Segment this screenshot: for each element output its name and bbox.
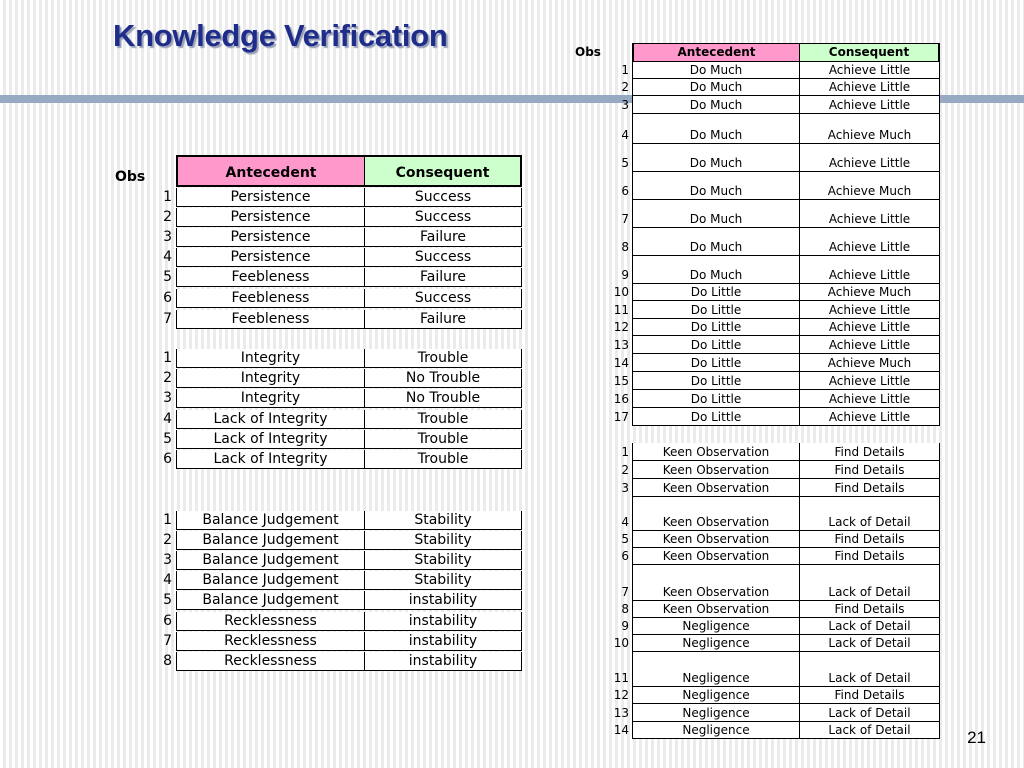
- table-row: [605, 548, 940, 565]
- table-row: [605, 497, 940, 531]
- antecedent-cell: Negligence: [632, 618, 800, 635]
- consequent-cell: Achieve Little: [800, 228, 940, 256]
- antecedent-cell: Keen Observation: [632, 548, 800, 565]
- table-row: [152, 248, 522, 267]
- table-row: [605, 531, 940, 548]
- antecedent-cell: Persistence: [176, 228, 365, 247]
- row-number: 2: [163, 532, 172, 548]
- row-number: 5: [163, 269, 172, 285]
- consequent-cell: Success: [365, 289, 522, 308]
- antecedent-cell: Balance Judgement: [176, 531, 365, 550]
- consequent-cell: Find Details: [800, 548, 940, 565]
- consequent-cell: instability: [365, 652, 522, 671]
- page-number: 21: [967, 728, 986, 747]
- slide-title: Knowledge Verification: [113, 18, 448, 53]
- antecedent-cell: Integrity: [176, 389, 365, 408]
- row-number: 11: [613, 671, 629, 685]
- consequent-cell: Trouble: [365, 450, 522, 469]
- row-number: 7: [621, 212, 629, 226]
- antecedent-cell: Do Much: [632, 96, 800, 114]
- consequent-cell: No Trouble: [365, 369, 522, 388]
- table-row: [152, 571, 522, 590]
- table-row: [152, 188, 522, 207]
- row-number: 3: [163, 390, 172, 406]
- table-row: [605, 301, 940, 319]
- antecedent-cell: Persistence: [176, 208, 365, 227]
- table-row: [152, 591, 522, 610]
- obs-label: Obs: [115, 169, 146, 185]
- table-row: [152, 531, 522, 550]
- row-number: 17: [613, 410, 629, 424]
- antecedent-cell: Keen Observation: [632, 461, 800, 479]
- consequent-cell: Stability: [365, 531, 522, 550]
- consequent-cell: Stability: [365, 511, 522, 530]
- table-row: [152, 289, 522, 308]
- row-number: 7: [163, 633, 172, 649]
- consequent-cell: Success: [365, 208, 522, 227]
- consequent-cell: Find Details: [800, 531, 940, 548]
- consequent-cell: Failure: [365, 268, 522, 287]
- row-number: 2: [621, 80, 629, 94]
- antecedent-cell: Do Little: [632, 390, 800, 408]
- row-number: 11: [613, 303, 629, 317]
- row-number: 8: [621, 602, 629, 616]
- antecedent-cell: Keen Observation: [632, 497, 800, 531]
- row-number: 3: [621, 98, 629, 112]
- antecedent-cell: Do Much: [632, 144, 800, 172]
- table-row: [605, 635, 940, 652]
- antecedent-cell: Lack of Integrity: [176, 450, 365, 469]
- antecedent-cell: Keen Observation: [632, 443, 800, 461]
- antecedent-cell: Negligence: [632, 704, 800, 722]
- antecedent-cell: Negligence: [632, 635, 800, 652]
- row-number: 14: [613, 723, 629, 737]
- table-row: [605, 200, 940, 228]
- antecedent-cell: Balance Judgement: [176, 591, 365, 610]
- consequent-cell: Achieve Little: [800, 336, 940, 354]
- antecedent-cell: Feebleness: [176, 268, 365, 287]
- consequent-cell: Lack of Detail: [800, 565, 940, 601]
- antecedent-cell: Feebleness: [176, 289, 365, 308]
- table-row: [605, 618, 940, 635]
- consequent-cell: Achieve Little: [800, 96, 940, 114]
- antecedent-cell: Do Little: [632, 284, 800, 301]
- row-number: 4: [621, 515, 629, 529]
- row-number: 13: [613, 706, 629, 720]
- row-number: 1: [163, 350, 172, 366]
- row-number: 2: [621, 463, 629, 477]
- antecedent-cell: Keen Observation: [632, 479, 800, 497]
- table-row: [605, 461, 940, 479]
- consequent-cell: Failure: [365, 310, 522, 329]
- table-row: [605, 96, 940, 114]
- table-row: [605, 652, 940, 687]
- table-row: [152, 410, 522, 429]
- row-number: 4: [163, 411, 172, 427]
- consequent-cell: Achieve Little: [800, 301, 940, 319]
- antecedent-header: Antecedent: [176, 155, 365, 187]
- antecedent-cell: Keen Observation: [632, 531, 800, 548]
- row-number: 1: [163, 189, 172, 205]
- consequent-cell: Find Details: [800, 687, 940, 704]
- row-number: 10: [613, 636, 629, 650]
- table-row: [605, 354, 940, 372]
- consequent-cell: Achieve Little: [800, 200, 940, 228]
- row-number: 9: [621, 268, 629, 282]
- row-number: 4: [163, 572, 172, 588]
- row-number: 6: [621, 184, 629, 198]
- consequent-cell: instability: [365, 591, 522, 610]
- antecedent-cell: Balance Judgement: [176, 551, 365, 570]
- row-number: 1: [621, 63, 629, 77]
- row-number: 6: [163, 451, 172, 467]
- row-number: 16: [613, 392, 629, 406]
- consequent-cell: Find Details: [800, 461, 940, 479]
- table-row: [152, 612, 522, 631]
- antecedent-cell: Recklessness: [176, 612, 365, 631]
- antecedent-cell: Persistence: [176, 188, 365, 207]
- table-row: [152, 632, 522, 651]
- antecedent-header: Antecedent: [632, 43, 800, 62]
- table-row: [152, 652, 522, 671]
- consequent-cell: Achieve Much: [800, 284, 940, 301]
- row-number: 2: [163, 209, 172, 225]
- consequent-cell: Lack of Detail: [800, 722, 940, 739]
- table-row: [152, 369, 522, 388]
- table-row: [605, 228, 940, 256]
- table-row: [152, 389, 522, 408]
- row-number: 1: [163, 512, 172, 528]
- consequent-cell: Achieve Much: [800, 114, 940, 144]
- table-row: [605, 601, 940, 618]
- consequent-cell: Stability: [365, 571, 522, 590]
- antecedent-cell: Recklessness: [176, 632, 365, 651]
- antecedent-cell: Do Little: [632, 301, 800, 319]
- consequent-cell: Trouble: [365, 430, 522, 449]
- row-number: 4: [621, 128, 629, 142]
- consequent-cell: Lack of Detail: [800, 497, 940, 531]
- consequent-cell: Stability: [365, 551, 522, 570]
- consequent-cell: Lack of Detail: [800, 704, 940, 722]
- antecedent-cell: Integrity: [176, 349, 365, 368]
- table-row: [152, 310, 522, 329]
- table-row: [605, 284, 940, 301]
- table-row: [605, 408, 940, 426]
- row-number: 5: [163, 431, 172, 447]
- consequent-cell: Trouble: [365, 410, 522, 429]
- consequent-cell: No Trouble: [365, 389, 522, 408]
- consequent-cell: Trouble: [365, 349, 522, 368]
- row-number: 6: [621, 549, 629, 563]
- antecedent-cell: Do Much: [632, 172, 800, 200]
- consequent-header: Consequent: [365, 155, 522, 187]
- row-number: 3: [163, 552, 172, 568]
- row-number: 12: [613, 688, 629, 702]
- antecedent-cell: Do Little: [632, 408, 800, 426]
- obs-label: Obs: [575, 45, 601, 59]
- consequent-cell: Achieve Much: [800, 354, 940, 372]
- antecedent-cell: Keen Observation: [632, 565, 800, 601]
- consequent-cell: Achieve Little: [800, 372, 940, 390]
- consequent-cell: Achieve Little: [800, 62, 940, 79]
- row-number: 3: [621, 481, 629, 495]
- consequent-cell: Lack of Detail: [800, 635, 940, 652]
- row-number: 4: [163, 249, 172, 265]
- row-number: 13: [613, 338, 629, 352]
- antecedent-cell: Do Little: [632, 354, 800, 372]
- row-number: 12: [613, 320, 629, 334]
- row-number: 5: [621, 156, 629, 170]
- table-row: [605, 79, 940, 96]
- consequent-cell: Achieve Little: [800, 79, 940, 96]
- row-number: 7: [621, 585, 629, 599]
- table-row: [605, 704, 940, 722]
- table-row: [605, 172, 940, 200]
- table-row: [605, 443, 940, 461]
- row-number: 3: [163, 229, 172, 245]
- antecedent-cell: Do Much: [632, 62, 800, 79]
- consequent-cell: Achieve Little: [800, 256, 940, 284]
- antecedent-cell: Do Little: [632, 319, 800, 336]
- row-number: 9: [621, 619, 629, 633]
- consequent-cell: Achieve Little: [800, 144, 940, 172]
- table-row: [605, 319, 940, 336]
- row-number: 5: [621, 532, 629, 546]
- row-number: 2: [163, 370, 172, 386]
- table-row: [605, 722, 940, 739]
- row-number: 1: [621, 445, 629, 459]
- table-row: [605, 479, 940, 497]
- table-row: [152, 349, 522, 368]
- consequent-cell: Success: [365, 188, 522, 207]
- antecedent-cell: Balance Judgement: [176, 571, 365, 590]
- row-number: 14: [613, 356, 629, 370]
- antecedent-cell: Lack of Integrity: [176, 430, 365, 449]
- row-number: 6: [163, 613, 172, 629]
- consequent-cell: instability: [365, 632, 522, 651]
- consequent-header: Consequent: [800, 43, 940, 62]
- consequent-cell: Find Details: [800, 601, 940, 618]
- table-row: [605, 114, 940, 144]
- consequent-cell: Achieve Little: [800, 319, 940, 336]
- consequent-cell: Achieve Little: [800, 390, 940, 408]
- antecedent-cell: Do Much: [632, 114, 800, 144]
- consequent-cell: Lack of Detail: [800, 652, 940, 687]
- row-number: 8: [621, 240, 629, 254]
- table-row: [152, 511, 522, 530]
- table-row: [605, 687, 940, 704]
- consequent-cell: Find Details: [800, 443, 940, 461]
- antecedent-cell: Balance Judgement: [176, 511, 365, 530]
- antecedent-cell: Integrity: [176, 369, 365, 388]
- table-row: [152, 551, 522, 570]
- antecedent-cell: Feebleness: [176, 310, 365, 329]
- antecedent-cell: Persistence: [176, 248, 365, 267]
- row-number: 6: [163, 290, 172, 306]
- row-number: 8: [163, 653, 172, 669]
- table-row: [152, 228, 522, 247]
- table-row: [605, 256, 940, 284]
- table-row: [605, 144, 940, 172]
- antecedent-cell: Do Little: [632, 336, 800, 354]
- consequent-cell: Achieve Much: [800, 172, 940, 200]
- row-number: 7: [163, 311, 172, 327]
- consequent-cell: Find Details: [800, 479, 940, 497]
- table-row: [605, 565, 940, 601]
- consequent-cell: Success: [365, 248, 522, 267]
- table-row: [605, 336, 940, 354]
- consequent-cell: Failure: [365, 228, 522, 247]
- antecedent-cell: Keen Observation: [632, 601, 800, 618]
- antecedent-cell: Negligence: [632, 722, 800, 739]
- row-number: 5: [163, 592, 172, 608]
- antecedent-cell: Lack of Integrity: [176, 410, 365, 429]
- antecedent-cell: Recklessness: [176, 652, 365, 671]
- table-row: [605, 390, 940, 408]
- row-number: 15: [613, 374, 629, 388]
- antecedent-cell: Negligence: [632, 652, 800, 687]
- antecedent-cell: Negligence: [632, 687, 800, 704]
- table-row: [605, 62, 940, 79]
- antecedent-cell: Do Much: [632, 256, 800, 284]
- table-row: [152, 208, 522, 227]
- consequent-cell: instability: [365, 612, 522, 631]
- antecedent-cell: Do Little: [632, 372, 800, 390]
- row-number: 10: [613, 285, 629, 299]
- antecedent-cell: Do Much: [632, 200, 800, 228]
- table-row: [152, 430, 522, 449]
- consequent-cell: Lack of Detail: [800, 618, 940, 635]
- antecedent-cell: Do Much: [632, 79, 800, 96]
- antecedent-cell: Do Much: [632, 228, 800, 256]
- consequent-cell: Achieve Little: [800, 408, 940, 426]
- table-row: [605, 372, 940, 390]
- table-row: [152, 450, 522, 469]
- table-row: [152, 268, 522, 287]
